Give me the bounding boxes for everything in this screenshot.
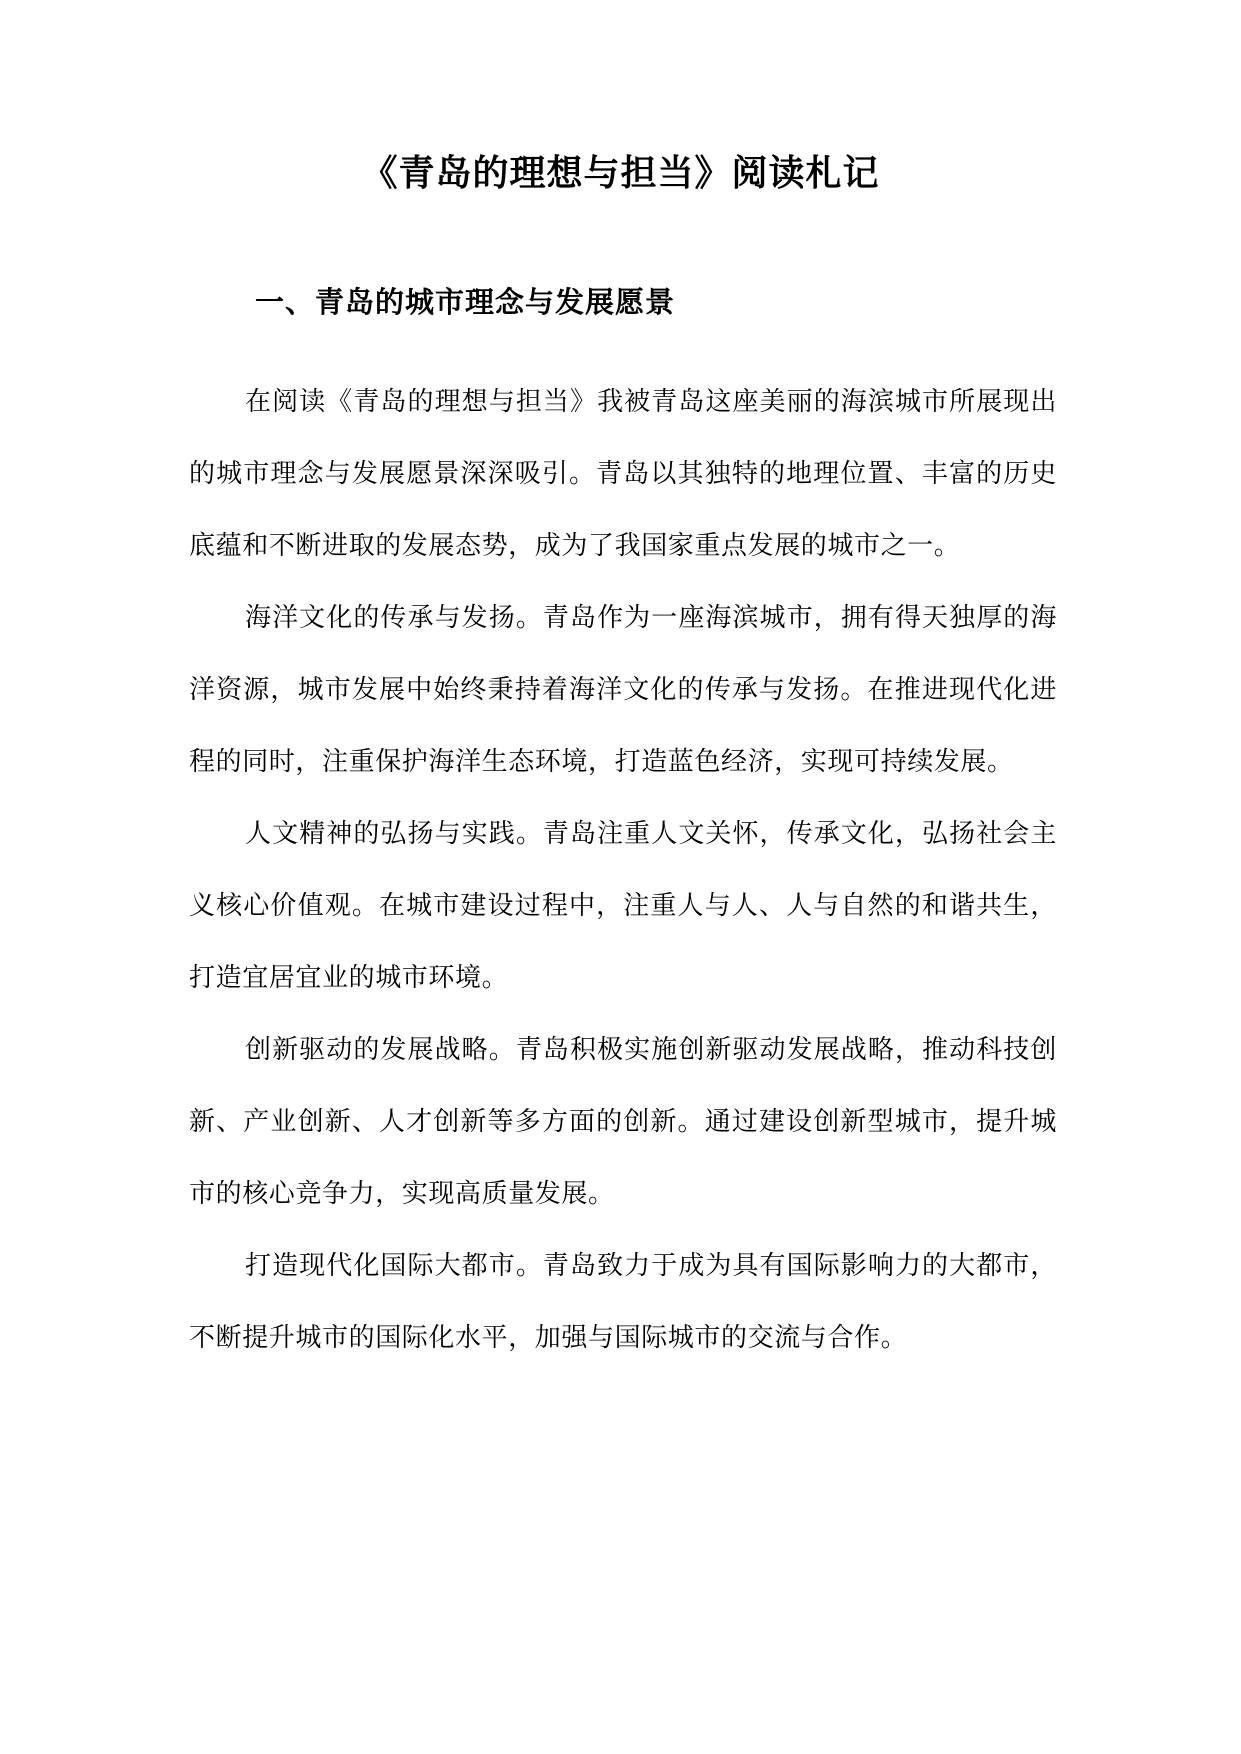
document-title: 《青岛的理想与担当》阅读札记: [361, 152, 880, 194]
paragraph-innovation-strategy: 创新驱动的发展战略。青岛积极实施创新驱动发展战略，推动科技创新、产业创新、人才创新等多方面的创新。通过建设创新型城市，提升城市的核心竞争力，实现高质量发展。: [189, 1035, 1057, 1209]
paragraph-ocean-culture: 海洋文化的传承与发扬。青岛作为一座海滨城市，拥有得天独厚的海洋资源，城市发展中始终秉持着海洋文化的传承与发扬。在推进现代化进程的同时，注重保护海洋生态环境，打造蓝色经济，实现可持续发展。: [189, 603, 1057, 777]
section-body: [189, 366, 1057, 1374]
paragraph-international-metropolis: 打造现代化国际大都市。青岛致力于成为具有国际影响力的大都市，不断提升城市的国际化水平，加强与国际城市的交流与合作。: [189, 1251, 1057, 1353]
paragraph-intro: 在阅读《青岛的理想与担当》我被青岛这座美丽的海滨城市所展现出的城市理念与发展愿景深深吸引。青岛以其独特的地理位置、丰富的历史底蕴和不断进取的发展态势，成为了我国家重点发展的城市之一。: [189, 387, 1057, 561]
paragraph-humanistic-spirit: 人文精神的弘扬与实践。青岛注重人文关怀，传承文化，弘扬社会主义核心价值观。在城市建设过程中，注重人与人、人与自然的和谐共生，打造宜居宜业的城市环境。: [189, 819, 1057, 993]
section-heading: 一、青岛的城市理念与发展愿景: [255, 285, 676, 319]
